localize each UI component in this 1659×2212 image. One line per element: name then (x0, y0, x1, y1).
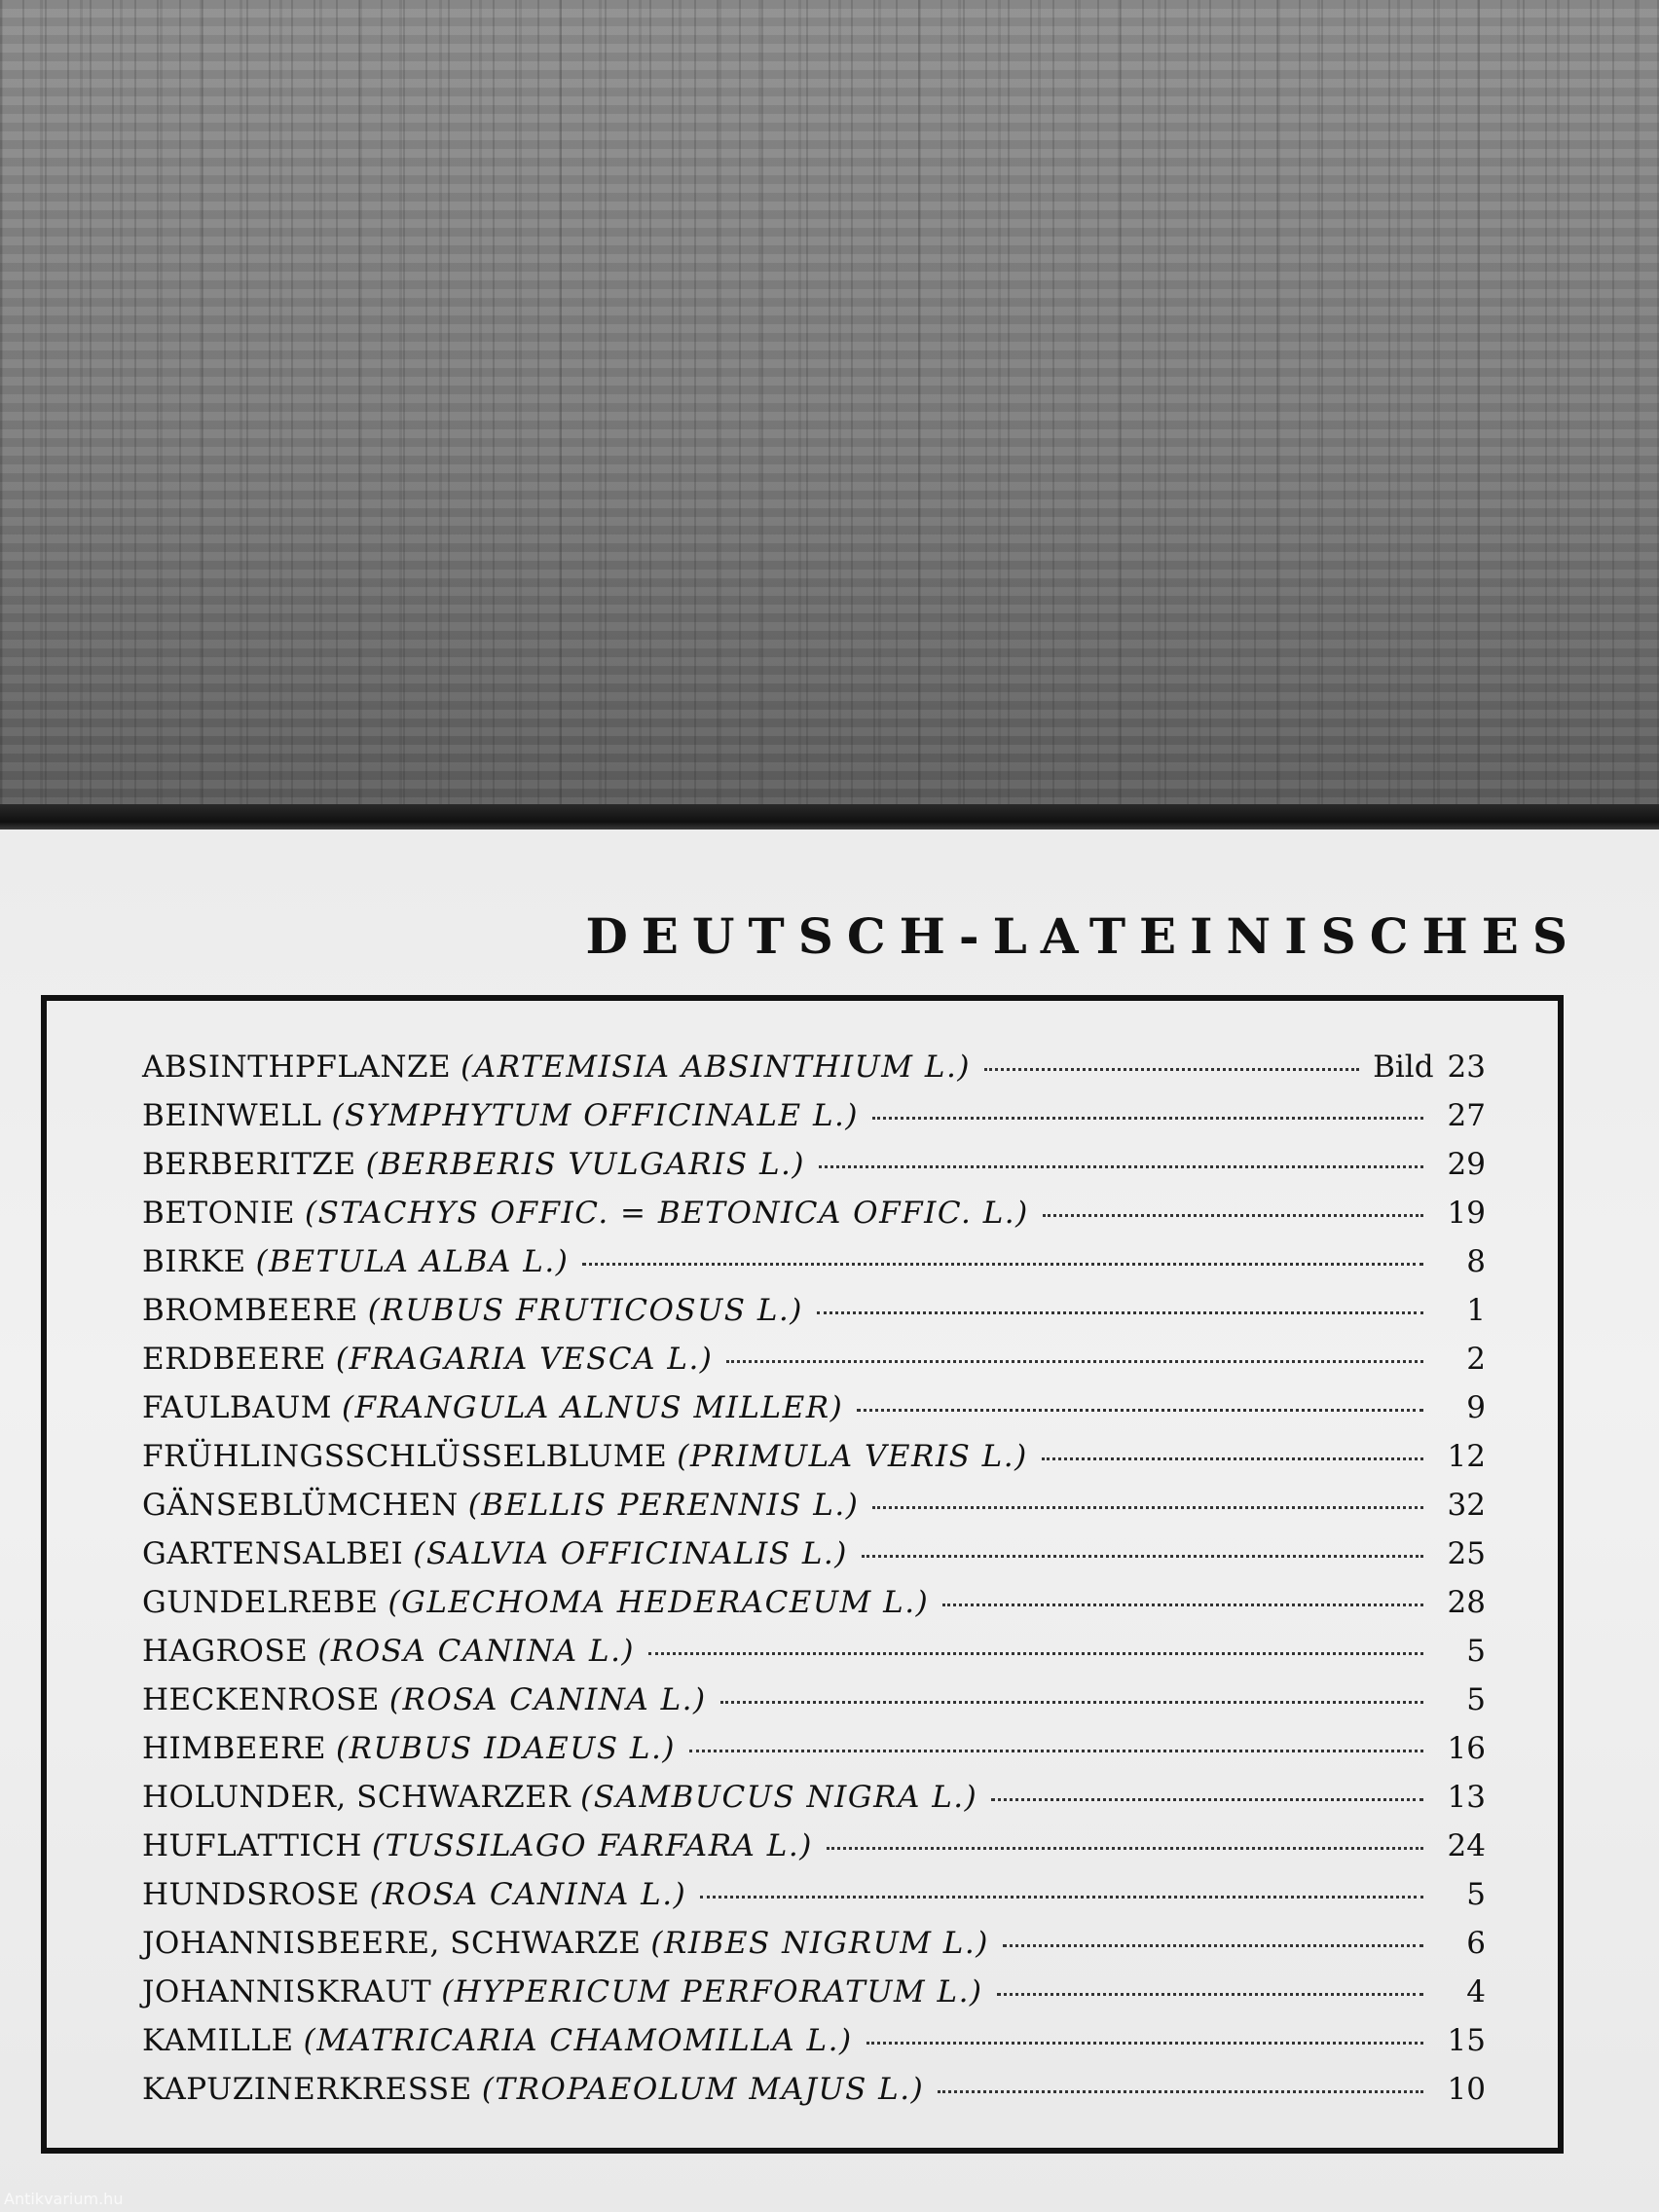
german-name: HAGROSE (142, 1634, 309, 1669)
latin-name: (HYPERICUM PERFORATUM L.) (441, 1974, 983, 2009)
german-name: BIRKE (142, 1244, 246, 1279)
dot-leader (726, 1360, 1423, 1363)
latin-name: (ARTEMISIA ABSINTHIUM L.) (461, 1050, 971, 1085)
book-page (0, 830, 1659, 2212)
watermark: Antikvarium.hu (4, 2190, 124, 2208)
bild-reference (1437, 1293, 1486, 1328)
dot-leader (817, 1311, 1423, 1314)
dot-leader (648, 1652, 1423, 1655)
german-name: KAPUZINERKRESSE (142, 2072, 472, 2107)
dot-leader (938, 2090, 1423, 2093)
index-entry (142, 1828, 1486, 1877)
latin-name: (BERBERIS VULGARIS L.) (365, 1147, 805, 1182)
bild-number: 15 (1447, 2023, 1486, 2058)
latin-name: (ROSA CANINA L.) (369, 1877, 687, 1912)
bild-number: 5 (1466, 1877, 1486, 1912)
bild-number: 28 (1447, 1585, 1486, 1620)
german-name: HIMBEERE (142, 1731, 327, 1766)
latin-name: (FRANGULA ALNUS MILLER) (341, 1390, 844, 1425)
latin-name: (TROPAEOLUM MAJUS L.) (481, 2072, 925, 2107)
index-entry (142, 1877, 1486, 1926)
german-name: HUNDSROSE (142, 1877, 360, 1912)
dot-leader (872, 1506, 1423, 1509)
latin-name: (STACHYS OFFIC. = BETONICA OFFIC. L.) (305, 1196, 1029, 1231)
index-entry (142, 1098, 1486, 1147)
german-name: KAMILLE (142, 2023, 294, 2058)
index-entry (142, 1196, 1486, 1244)
dot-leader (1042, 1457, 1423, 1460)
dot-leader (827, 1847, 1423, 1850)
bild-number: 13 (1447, 1780, 1486, 1815)
dot-leader (866, 2042, 1423, 2045)
latin-name: (SYMPHYTUM OFFICINALE L.) (331, 1098, 860, 1133)
dot-leader (984, 1068, 1359, 1071)
bild-number: 25 (1447, 1536, 1486, 1571)
bild-reference (1437, 1780, 1486, 1815)
dot-leader (991, 1798, 1423, 1801)
latin-name: (RUBUS FRUTICOSUS L.) (367, 1293, 803, 1328)
bild-reference (1437, 1536, 1486, 1571)
dot-leader (700, 1896, 1423, 1899)
bild-number: 16 (1447, 1731, 1486, 1766)
german-name: FRÜHLINGSSCHLÜSSELBLUME (142, 1439, 668, 1474)
german-name: GÄNSEBLÜMCHEN (142, 1488, 459, 1523)
bild-number: 5 (1466, 1682, 1486, 1717)
latin-name: (SAMBUCUS NIGRA L.) (580, 1780, 978, 1815)
latin-name: (BELLIS PERENNIS L.) (467, 1488, 860, 1523)
bild-number: 29 (1447, 1147, 1486, 1182)
dot-leader (720, 1701, 1423, 1704)
bild-number: 5 (1466, 1634, 1486, 1669)
latin-name: (BETULA ALBA L.) (255, 1244, 570, 1279)
bild-number: 27 (1447, 1098, 1486, 1133)
index-entry (142, 1342, 1486, 1390)
bild-reference (1437, 1147, 1486, 1182)
page-heading: DEUTSCH-LATEINISCHES (585, 907, 1581, 965)
latin-name: (RIBES NIGRUM L.) (650, 1926, 989, 1961)
dot-leader (942, 1604, 1423, 1606)
bild-number: 1 (1466, 1293, 1486, 1328)
index-entry (142, 1439, 1486, 1488)
index-list (142, 1050, 1486, 2120)
bild-number: 6 (1466, 1926, 1486, 1961)
latin-name: (ROSA CANINA L.) (388, 1682, 707, 1717)
index-entry (142, 1585, 1486, 1634)
dot-leader (997, 1993, 1423, 1996)
index-entry (142, 1634, 1486, 1682)
book-cover-edge (0, 804, 1659, 830)
index-entry (142, 1293, 1486, 1342)
latin-name: (MATRICARIA CHAMOMILLA L.) (303, 2023, 853, 2058)
bild-reference (1437, 1342, 1486, 1377)
german-name: BETONIE (142, 1196, 296, 1231)
bild-reference (1437, 1585, 1486, 1620)
index-entry (142, 1050, 1486, 1098)
bild-number: 8 (1466, 1244, 1486, 1279)
bild-reference (1437, 1244, 1486, 1279)
index-entry (142, 2023, 1486, 2072)
bild-reference (1437, 1488, 1486, 1523)
bild-reference (1437, 1974, 1486, 2009)
german-name: BERBERITZE (142, 1147, 356, 1182)
bild-reference (1373, 1050, 1486, 1085)
index-entry (142, 1780, 1486, 1828)
bild-number: 19 (1447, 1196, 1486, 1231)
index-entry (142, 1731, 1486, 1780)
bild-reference (1437, 2023, 1486, 2058)
dot-leader (862, 1555, 1423, 1558)
bild-label: Bild (1373, 1050, 1434, 1085)
bild-number: 12 (1447, 1439, 1486, 1474)
german-name: FAULBAUM (142, 1390, 332, 1425)
index-entry (142, 1926, 1486, 1974)
index-entry (142, 1244, 1486, 1293)
german-name: JOHANNISBEERE, SCHWARZE (142, 1926, 642, 1961)
german-name: HUFLATTICH (142, 1828, 362, 1863)
bild-reference (1437, 1682, 1486, 1717)
bild-reference (1437, 1828, 1486, 1863)
book-cover-board (0, 0, 1659, 806)
german-name: BEINWELL (142, 1098, 322, 1133)
index-frame (41, 995, 1564, 2154)
latin-name: (GLECHOMA HEDERACEUM L.) (387, 1585, 930, 1620)
bild-number: 4 (1466, 1974, 1486, 2009)
bild-number: 9 (1466, 1390, 1486, 1425)
latin-name: (ROSA CANINA L.) (317, 1634, 636, 1669)
dot-leader (857, 1409, 1423, 1412)
dot-leader (582, 1263, 1423, 1266)
german-name: HOLUNDER, SCHWARZER (142, 1780, 571, 1815)
dot-leader (872, 1117, 1423, 1120)
bild-number: 10 (1447, 2072, 1486, 2107)
index-entry (142, 1974, 1486, 2023)
bild-reference (1437, 1926, 1486, 1961)
latin-name: (PRIMULA VERIS L.) (677, 1439, 1028, 1474)
bild-number: 23 (1447, 1050, 1486, 1085)
index-entry (142, 1147, 1486, 1196)
index-entry (142, 1390, 1486, 1439)
bild-reference (1437, 1196, 1486, 1231)
bild-reference (1437, 1731, 1486, 1766)
dot-leader (1043, 1214, 1423, 1217)
index-entry (142, 1488, 1486, 1536)
latin-name: (RUBUS IDAEUS L.) (336, 1731, 676, 1766)
bild-reference (1437, 1634, 1486, 1669)
latin-name: (FRAGARIA VESCA L.) (335, 1342, 714, 1377)
bild-number: 2 (1466, 1342, 1486, 1377)
german-name: BROMBEERE (142, 1293, 358, 1328)
german-name: GARTENSALBEI (142, 1536, 404, 1571)
latin-name: (SALVIA OFFICINALIS L.) (413, 1536, 848, 1571)
index-entry (142, 1682, 1486, 1731)
latin-name: (TUSSILAGO FARFARA L.) (371, 1828, 813, 1863)
bild-reference (1437, 1390, 1486, 1425)
bild-reference (1437, 2072, 1486, 2107)
german-name: GUNDELREBE (142, 1585, 379, 1620)
german-name: JOHANNISKRAUT (142, 1974, 432, 2009)
bild-reference (1437, 1877, 1486, 1912)
index-entry (142, 2072, 1486, 2120)
dot-leader (819, 1165, 1423, 1168)
german-name: ABSINTHPFLANZE (142, 1050, 452, 1085)
index-entry (142, 1536, 1486, 1585)
bild-number: 32 (1447, 1488, 1486, 1523)
dot-leader (689, 1750, 1423, 1752)
german-name: HECKENROSE (142, 1682, 380, 1717)
dot-leader (1003, 1944, 1423, 1947)
german-name: ERDBEERE (142, 1342, 326, 1377)
bild-number: 24 (1447, 1828, 1486, 1863)
bild-reference (1437, 1098, 1486, 1133)
bild-reference (1437, 1439, 1486, 1474)
